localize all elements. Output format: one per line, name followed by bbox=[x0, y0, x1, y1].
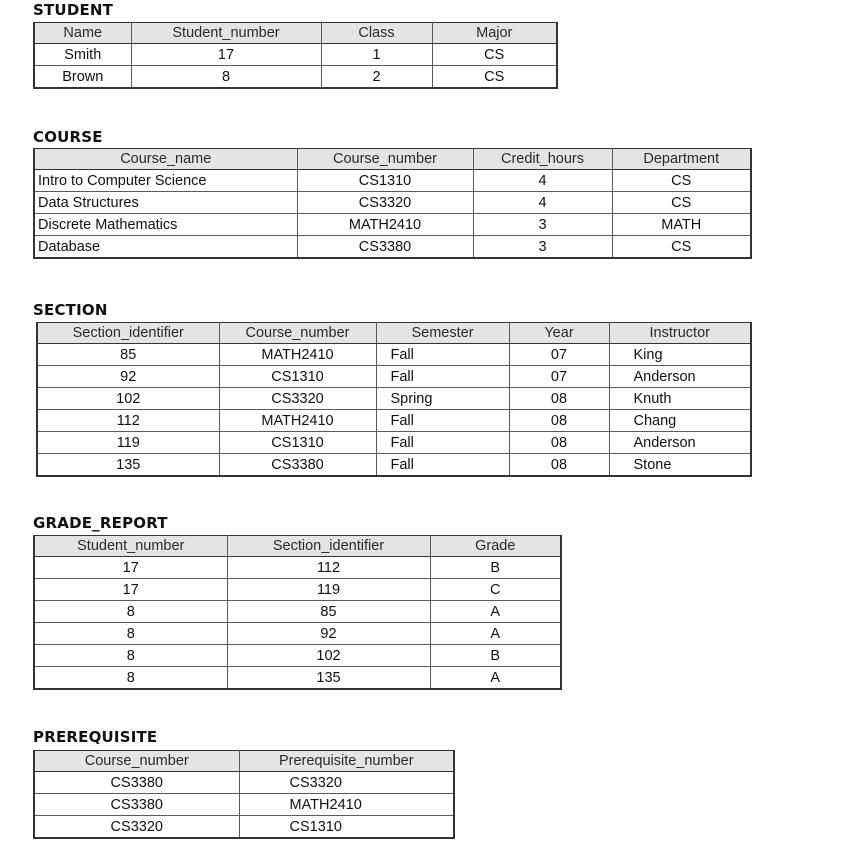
table-cell: CS1310 bbox=[297, 170, 473, 192]
table-cell: 8 bbox=[131, 66, 321, 89]
table-cell: 08 bbox=[509, 388, 609, 410]
table-cell: 8 bbox=[34, 667, 227, 690]
table-cell: MATH2410 bbox=[219, 344, 376, 366]
column-header: Course_number bbox=[297, 149, 473, 170]
table-cell: CS bbox=[612, 192, 751, 214]
table-cell: A bbox=[430, 667, 561, 690]
column-header: Student_number bbox=[131, 23, 321, 44]
table-header-row bbox=[37, 323, 751, 344]
table-cell: 119 bbox=[37, 432, 219, 454]
course-title: COURSE bbox=[33, 128, 103, 146]
table-row bbox=[37, 432, 751, 454]
table-cell: Database bbox=[34, 236, 297, 259]
column-header: Class bbox=[321, 23, 432, 44]
table-header-row bbox=[34, 751, 454, 772]
table-cell: 112 bbox=[37, 410, 219, 432]
table-cell: MATH2410 bbox=[239, 794, 454, 816]
table-row bbox=[34, 579, 561, 601]
table-cell: 17 bbox=[34, 557, 227, 579]
table-cell: Fall bbox=[376, 344, 509, 366]
column-header: Year bbox=[509, 323, 609, 344]
column-header: Grade bbox=[430, 536, 561, 557]
table-cell: 8 bbox=[34, 645, 227, 667]
table-cell: 112 bbox=[227, 557, 430, 579]
table-cell: 08 bbox=[509, 432, 609, 454]
table-cell: CS3380 bbox=[297, 236, 473, 259]
table-cell: CS3320 bbox=[297, 192, 473, 214]
table-cell: 102 bbox=[37, 388, 219, 410]
table-cell: 135 bbox=[37, 454, 219, 477]
table-cell: 85 bbox=[227, 601, 430, 623]
table-header-row bbox=[34, 536, 561, 557]
table-cell: 92 bbox=[37, 366, 219, 388]
course-table bbox=[33, 148, 752, 259]
table-row bbox=[34, 645, 561, 667]
table-cell: 17 bbox=[131, 44, 321, 66]
section-title: SECTION bbox=[33, 301, 108, 319]
table-row bbox=[34, 66, 557, 89]
table-row bbox=[34, 623, 561, 645]
column-header: Name bbox=[34, 23, 131, 44]
table-cell: 07 bbox=[509, 344, 609, 366]
table-cell: CS3380 bbox=[34, 794, 239, 816]
table-cell: 2 bbox=[321, 66, 432, 89]
table-row bbox=[34, 44, 557, 66]
table-cell: CS bbox=[612, 236, 751, 259]
table-cell: 08 bbox=[509, 454, 609, 477]
table-cell: Fall bbox=[376, 454, 509, 477]
table-cell: King bbox=[609, 344, 751, 366]
table-cell: MATH bbox=[612, 214, 751, 236]
table-row bbox=[34, 236, 751, 259]
table-cell: Fall bbox=[376, 410, 509, 432]
table-cell: MATH2410 bbox=[297, 214, 473, 236]
table-row bbox=[34, 601, 561, 623]
table-cell: Anderson bbox=[609, 366, 751, 388]
column-header: Credit_hours bbox=[473, 149, 612, 170]
table-cell: A bbox=[430, 601, 561, 623]
table-row bbox=[34, 214, 751, 236]
table-row bbox=[37, 344, 751, 366]
table-cell: Smith bbox=[34, 44, 131, 66]
table-row bbox=[34, 170, 751, 192]
table-cell: Fall bbox=[376, 432, 509, 454]
table-cell: 07 bbox=[509, 366, 609, 388]
section-table bbox=[36, 322, 752, 477]
table-cell: 1 bbox=[321, 44, 432, 66]
table-cell: 92 bbox=[227, 623, 430, 645]
table-cell: Fall bbox=[376, 366, 509, 388]
table-cell: Discrete Mathematics bbox=[34, 214, 297, 236]
table-row bbox=[37, 410, 751, 432]
table-cell: CS3380 bbox=[219, 454, 376, 477]
table-cell: Chang bbox=[609, 410, 751, 432]
table-cell: 3 bbox=[473, 236, 612, 259]
table-row bbox=[34, 772, 454, 794]
grade-report-table bbox=[33, 535, 562, 690]
table-row bbox=[37, 388, 751, 410]
table-cell: CS3320 bbox=[34, 816, 239, 839]
table-cell: CS bbox=[612, 170, 751, 192]
table-row bbox=[34, 667, 561, 690]
student-table bbox=[33, 22, 558, 89]
table-cell: 4 bbox=[473, 192, 612, 214]
table-cell: CS1310 bbox=[239, 816, 454, 839]
table-cell: 85 bbox=[37, 344, 219, 366]
table-row bbox=[34, 557, 561, 579]
table-cell: Stone bbox=[609, 454, 751, 477]
table-cell: 135 bbox=[227, 667, 430, 690]
column-header: Course_name bbox=[34, 149, 297, 170]
table-cell: 119 bbox=[227, 579, 430, 601]
table-cell: B bbox=[430, 645, 561, 667]
table-cell: CS3380 bbox=[34, 772, 239, 794]
table-cell: MATH2410 bbox=[219, 410, 376, 432]
table-cell: C bbox=[430, 579, 561, 601]
column-header: Section_identifier bbox=[37, 323, 219, 344]
table-cell: CS3320 bbox=[219, 388, 376, 410]
column-header: Course_number bbox=[219, 323, 376, 344]
table-row bbox=[34, 816, 454, 839]
table-cell: Brown bbox=[34, 66, 131, 89]
table-row bbox=[37, 366, 751, 388]
column-header: Course_number bbox=[34, 751, 239, 772]
table-row bbox=[34, 794, 454, 816]
table-cell: CS bbox=[432, 66, 557, 89]
column-header: Instructor bbox=[609, 323, 751, 344]
column-header: Semester bbox=[376, 323, 509, 344]
table-cell: 3 bbox=[473, 214, 612, 236]
table-cell: CS bbox=[432, 44, 557, 66]
table-cell: 4 bbox=[473, 170, 612, 192]
table-cell: B bbox=[430, 557, 561, 579]
table-row bbox=[34, 192, 751, 214]
table-cell: Intro to Computer Science bbox=[34, 170, 297, 192]
table-cell: CS1310 bbox=[219, 366, 376, 388]
table-header-row bbox=[34, 149, 751, 170]
column-header: Prerequisite_number bbox=[239, 751, 454, 772]
column-header: Department bbox=[612, 149, 751, 170]
table-cell: 17 bbox=[34, 579, 227, 601]
table-cell: Anderson bbox=[609, 432, 751, 454]
table-row bbox=[37, 454, 751, 477]
table-cell: Data Structures bbox=[34, 192, 297, 214]
table-cell: 102 bbox=[227, 645, 430, 667]
column-header: Major bbox=[432, 23, 557, 44]
grade-report-title: GRADE_REPORT bbox=[33, 514, 168, 532]
table-cell: Spring bbox=[376, 388, 509, 410]
table-cell: 8 bbox=[34, 601, 227, 623]
table-cell: Knuth bbox=[609, 388, 751, 410]
table-header-row bbox=[34, 23, 557, 44]
column-header: Student_number bbox=[34, 536, 227, 557]
table-cell: 08 bbox=[509, 410, 609, 432]
prerequisite-table bbox=[33, 750, 455, 839]
table-cell: CS3320 bbox=[239, 772, 454, 794]
table-cell: CS1310 bbox=[219, 432, 376, 454]
table-cell: A bbox=[430, 623, 561, 645]
student-title: STUDENT bbox=[33, 1, 114, 19]
column-header: Section_identifier bbox=[227, 536, 430, 557]
prerequisite-title: PREREQUISITE bbox=[33, 728, 158, 746]
table-cell: 8 bbox=[34, 623, 227, 645]
